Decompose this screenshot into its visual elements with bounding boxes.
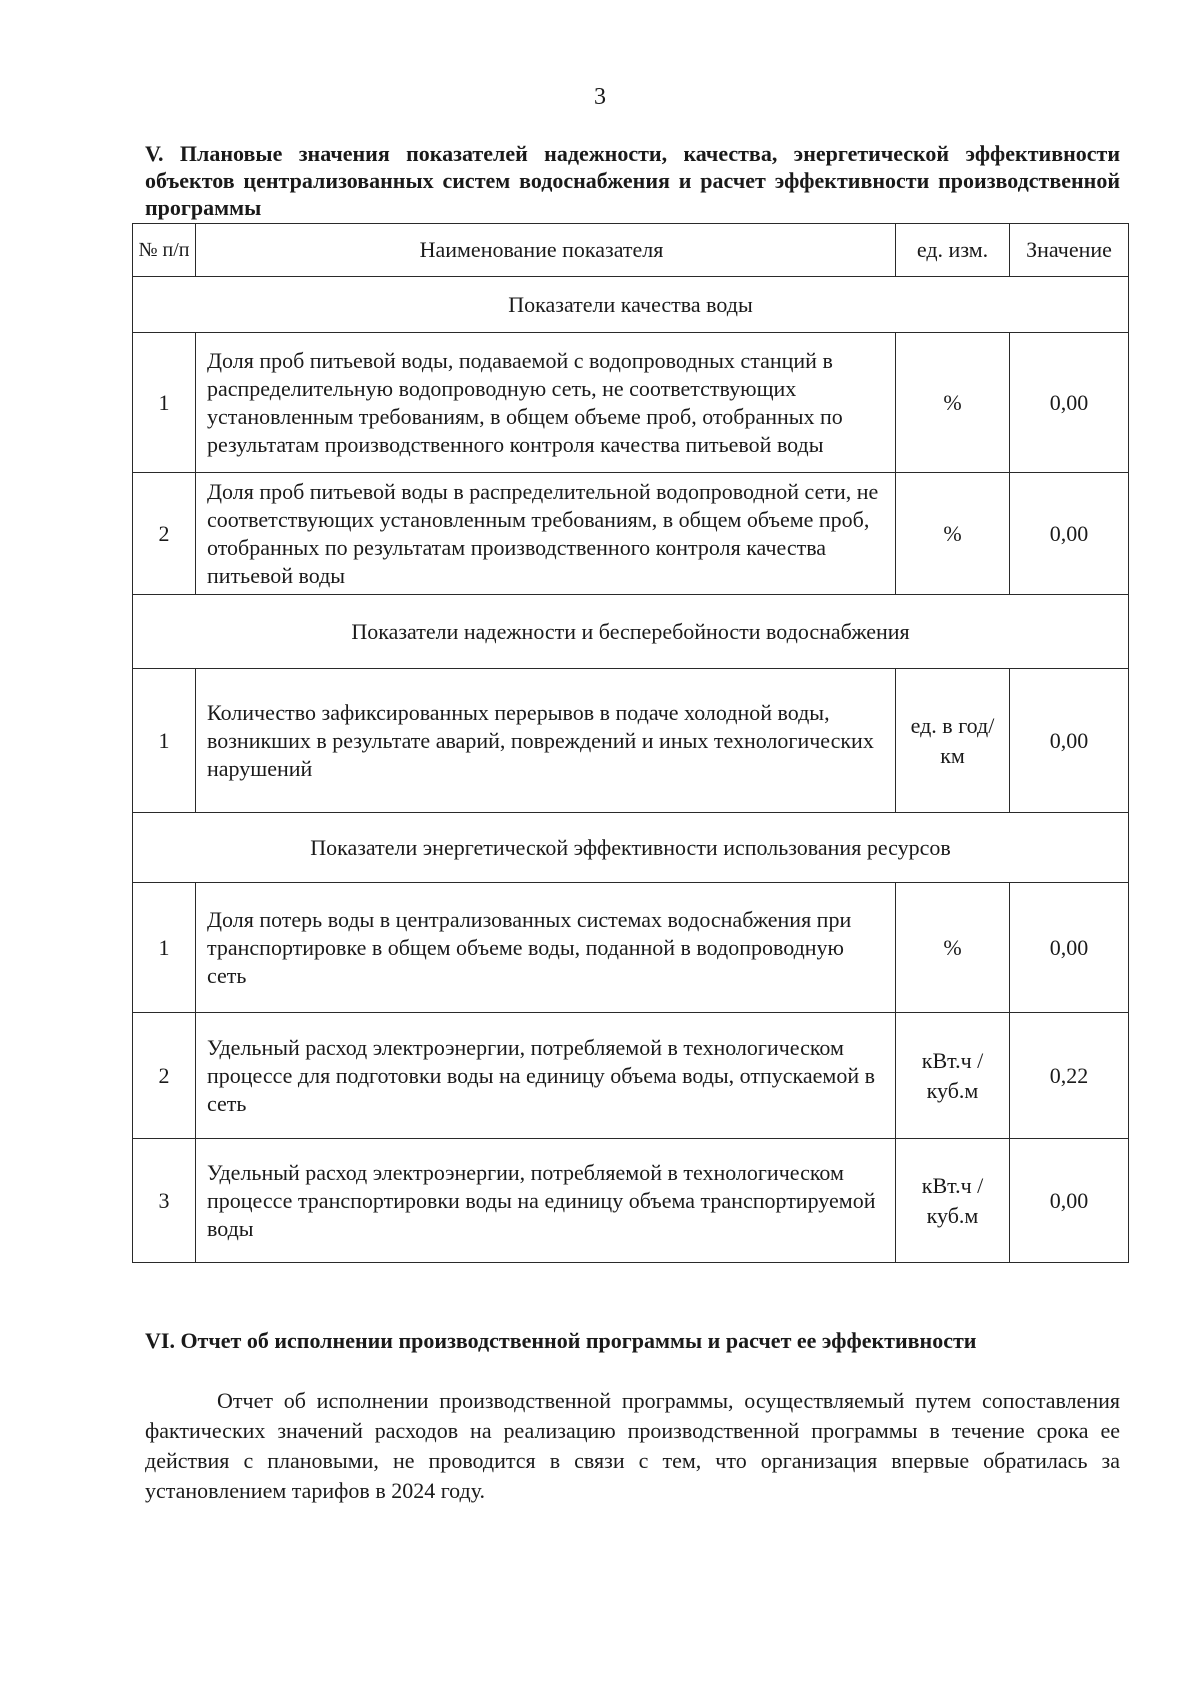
- row-name: Доля проб питьевой воды, подаваемой с водопроводных станций в распределительную водопроводную сеть, не соответствующих установленным требованиям, в общем объеме проб, отобранных по результатам производственного контроля качества питьевой воды: [196, 333, 896, 473]
- section-6-heading: VI. Отчет об исполнении производственной программы и расчет ее эффективности: [145, 1328, 977, 1353]
- row-unit: %: [896, 883, 1010, 1013]
- group-row-quality: [133, 277, 1129, 333]
- row-unit: %: [896, 473, 1010, 595]
- row-value: 0,00: [1010, 883, 1129, 1013]
- section-5-heading: V. Плановые значения показателей надежности, качества, энергетической эффективности объектов централизованных систем водоснабжения и расчет эффективности производственной программы: [145, 141, 1120, 220]
- row-value: 0,00: [1010, 669, 1129, 813]
- table-header-row: [133, 224, 1129, 277]
- row-unit: [896, 1139, 1010, 1263]
- row-num: 2: [133, 1013, 196, 1139]
- row-unit-text: кВт.ч / куб.м: [921, 1172, 984, 1228]
- indicators-table: [132, 223, 1129, 1263]
- row-value: 0,00: [1010, 333, 1129, 473]
- table-row: [133, 473, 1129, 595]
- group-title: Показатели качества воды: [133, 277, 1129, 333]
- row-num: 1: [133, 333, 196, 473]
- row-name: Количество зафиксированных перерывов в подаче холодной воды, возникших в результате аварий, повреждений и иных технологических нарушений: [196, 669, 896, 813]
- table-row: [133, 333, 1129, 473]
- table-row: [133, 883, 1129, 1013]
- row-value: 0,22: [1010, 1013, 1129, 1139]
- row-name: Удельный расход электроэнергии, потребляемой в технологическом процессе для подготовки воды на единицу объема воды, отпускаемой в сеть: [196, 1013, 896, 1139]
- header-num: № п/п: [133, 224, 196, 277]
- row-unit: [896, 1013, 1010, 1139]
- group-title: Показатели энергетической эффективности использования ресурсов: [133, 813, 1129, 883]
- row-value: 0,00: [1010, 473, 1129, 595]
- row-name: Доля потерь воды в централизованных системах водоснабжения при транспортировке в общем объеме воды, поданной в водопроводную сеть: [196, 883, 896, 1013]
- group-row-reliability: [133, 595, 1129, 669]
- row-name: Доля проб питьевой воды в распределительной водопроводной сети, не соответствующих установленным требованиям, в общем объеме проб, отобранных по результатам производственного контроля качества питьевой воды: [196, 473, 896, 595]
- header-value: Значение: [1010, 224, 1129, 277]
- row-unit: [896, 669, 1010, 813]
- table-row: [133, 669, 1129, 813]
- row-num: 2: [133, 473, 196, 595]
- row-num: 1: [133, 669, 196, 813]
- group-row-energy: [133, 813, 1129, 883]
- table-row: [133, 1139, 1129, 1263]
- section-6-paragraph: Отчет об исполнении производственной программы, осуществляемый путем сопоставления фактических значений расходов на реализацию производственной программы в течение срока ее действия с плановыми, не проводится в связи с тем, что организация впервые обратилась за установлением тарифов в 2024 году.: [145, 1388, 1120, 1503]
- row-unit-text: кВт.ч / куб.м: [921, 1047, 984, 1103]
- header-unit: ед. изм.: [896, 224, 1010, 277]
- group-title: Показатели надежности и бесперебойности водоснабжения: [133, 595, 1129, 669]
- row-unit: %: [896, 333, 1010, 473]
- row-value: 0,00: [1010, 1139, 1129, 1263]
- page-number: 3: [594, 84, 606, 110]
- row-unit-text: ед. в год/ км: [910, 712, 995, 768]
- header-name: Наименование показателя: [196, 224, 896, 277]
- table-row: [133, 1013, 1129, 1139]
- row-name: Удельный расход электроэнергии, потребляемой в технологическом процессе транспортировки воды на единицу объема транспортируемой воды: [196, 1139, 896, 1263]
- row-num: 1: [133, 883, 196, 1013]
- row-num: 3: [133, 1139, 196, 1263]
